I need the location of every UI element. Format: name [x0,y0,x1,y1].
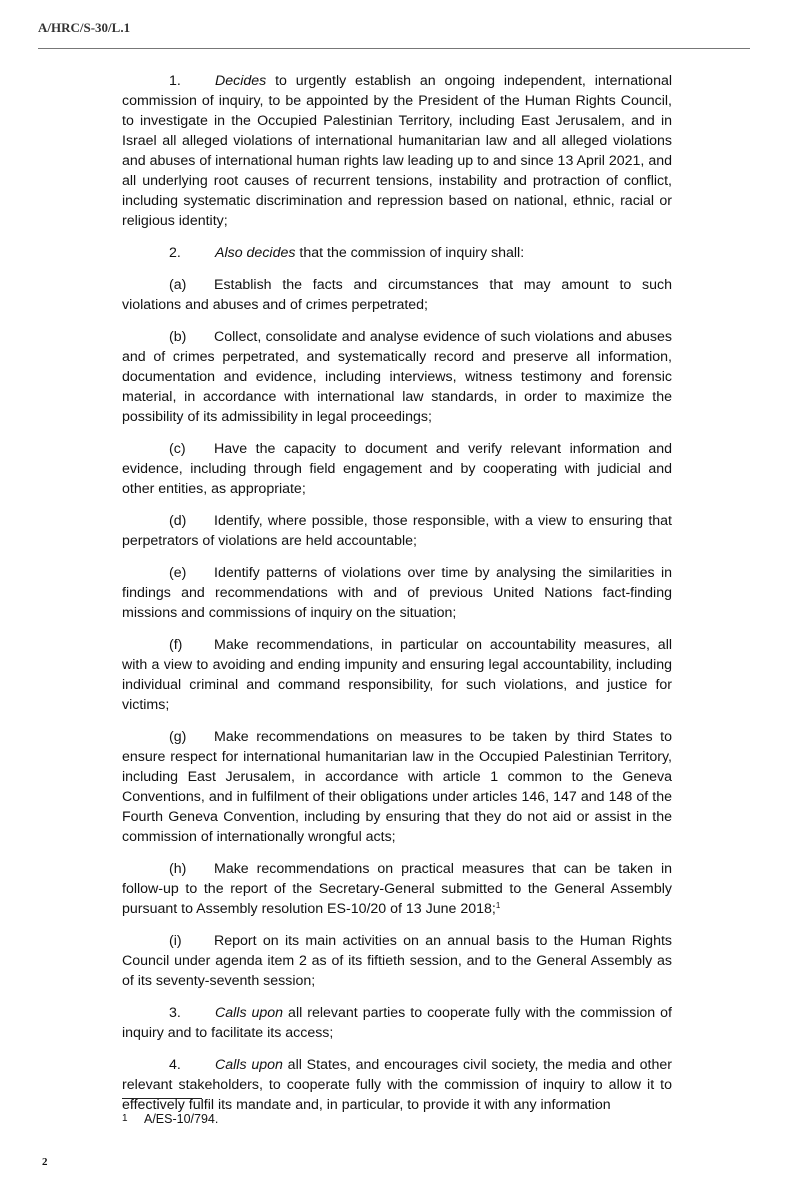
footnote [122,1111,218,1127]
operative-paragraph-4 [122,1055,672,1115]
subparagraph-label: (i) [169,933,182,949]
subparagraph-text: Make recommendations, in particular on accountability measures, all with a view to avoiding and ending impunity and ensuring legal accountability, including individual criminal and command responsibility, for such violations, and justice for victims; [122,637,672,713]
paragraph-number: 3. [169,1005,181,1021]
subparagraph-label: (h) [169,861,187,877]
subparagraph-label: (a) [169,277,187,293]
subparagraph-c [122,439,672,499]
subparagraph-text: Establish the facts and circumstances that may amount to such violations and abuses and of crimes perpetrated; [122,277,672,313]
subparagraph-label: (b) [169,329,187,345]
subparagraph-text: Make recommendations on measures to be taken by third States to ensure respect for international humanitarian law in the Occupied Palestinian Territory, including East Jerusalem, in accordance with article 1 common to the Geneva Conventions, and in fulfilment of their obligations under articles 146, 147 and 148 of the Fourth Geneva Convention, including by ensuring that they do not aid or assist in the commission of internationally wrongful acts; [122,729,672,845]
subparagraph-label: (d) [169,513,187,529]
operative-paragraph-3 [122,1003,672,1043]
paragraph-text: all States, and encourages civil society, the media and other relevant stakeholders, to cooperate fully with the commission of inquiry to allow it to effectively fulfil its mandate and, in particular, to provide it with any information [122,1057,672,1113]
paragraph-number: 4. [169,1057,181,1073]
subparagraph-text: Have the capacity to document and verify relevant information and evidence, including through field engagement and by cooperating with judicial and other entities, as appropriate; [122,441,672,497]
subparagraph-text: Identify patterns of violations over time by analysing the similarities in findings and recommendations with and of previous United Nations fact-finding missions and commissions of inquiry on the situation; [122,565,672,621]
subparagraph-h [122,859,672,919]
paragraph-number: 2. [169,245,181,261]
subparagraph-i [122,931,672,991]
footnote-rule [122,1098,202,1099]
paragraph-text: that the commission of inquiry shall: [295,245,525,261]
document-symbol: A/HRC/S-30/L.1 [38,20,131,35]
subparagraph-text: Make recommendations on practical measures that can be taken in follow-up to the report of the Secretary-General submitted to the General Assembly pursuant to Assembly resolution ES-10/20 of 13 June 2018; [122,861,672,917]
subparagraph-text: Collect, consolidate and analyse evidence of such violations and abuses and of crimes perpetrated, and systematically record and preserve all information, documentation and evidence, including interviews, witness testimony and forensic material, in accordance with international law standards, in order to maximize the possibility of its admissibility in legal proceedings; [122,329,672,425]
subparagraph-a [122,275,672,315]
paragraph-keyword: Decides [215,73,267,89]
operative-paragraph-1 [122,71,672,231]
footnote-marker: 1 [122,1113,128,1124]
subparagraph-label: (f) [169,637,183,653]
subparagraph-g [122,727,672,847]
subparagraph-e [122,563,672,623]
resolution-body [122,71,672,1127]
page-number: 2 [42,1156,48,1168]
subparagraph-f [122,635,672,715]
subparagraph-text: Identify, where possible, those responsible, with a view to ensuring that perpetrators of violations are held accountable; [122,513,672,549]
paragraph-keyword: Also decides [215,245,296,261]
operative-paragraph-2 [122,243,672,263]
footnote-reference: 1 [495,901,501,910]
subparagraph-label: (e) [169,565,187,581]
paragraph-keyword: Calls upon [215,1005,284,1021]
paragraph-number: 1. [169,73,181,89]
paragraph-text: all relevant parties to cooperate fully with the commission of inquiry and to facilitate its access; [122,1005,672,1041]
paragraph-text: to urgently establish an ongoing independent, international commission of inquiry, to be appointed by the President of the Human Rights Council, to investigate in the Occupied Palestinian Territory, including East Jerusalem, and in Israel all alleged violations of international humanitarian law and all alleged violations and abuses of international human rights law leading up to and since 13 April 2021, and all underlying root causes of recurrent tensions, instability and protraction of conflict, including systematic discrimination and repression based on national, ethnic, racial or religious identity; [122,73,672,229]
subparagraph-b [122,327,672,427]
subparagraph-d [122,511,672,551]
header-rule [38,48,750,49]
paragraph-keyword: Calls upon [215,1057,283,1073]
subparagraph-label: (c) [169,441,186,457]
footnote-text: A/ES-10/794. [144,1112,219,1126]
subparagraph-label: (g) [169,729,187,745]
subparagraph-text: Report on its main activities on an annual basis to the Human Rights Council under agenda item 2 as of its fiftieth session, and to the General Assembly as of its seventy-seventh session; [122,933,672,989]
